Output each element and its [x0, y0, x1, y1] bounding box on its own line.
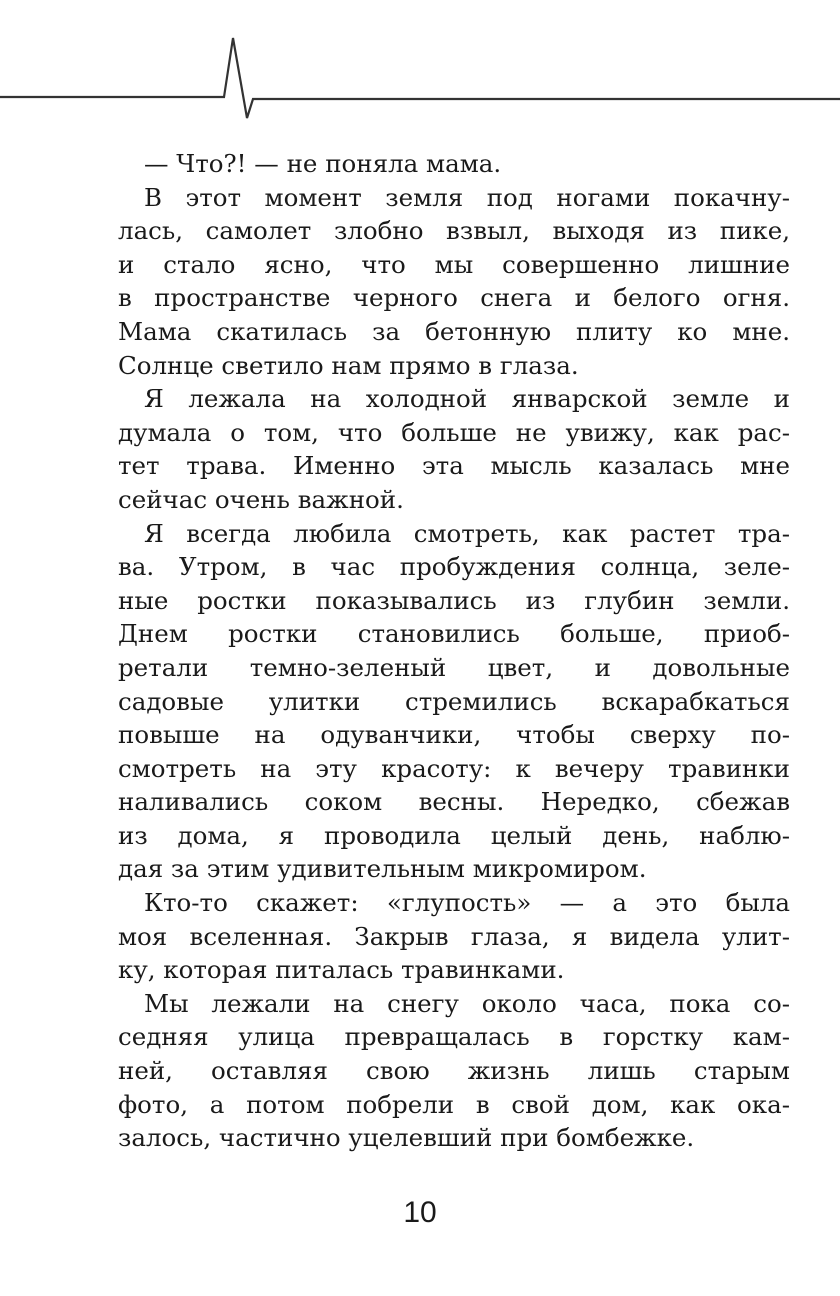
- text-line: в пространстве черного снега и белого огня.: [118, 283, 790, 313]
- text-line: думала о том, что больше не увижу, как рас-: [118, 417, 790, 447]
- text-line: моя вселенная. Закрыв глаза, я видела улит-: [118, 921, 790, 951]
- text-line: Кто-то скажет: «глупость» — а это была: [144, 888, 790, 918]
- text-line: ва. Утром, в час пробуждения солнца, зеле-: [118, 552, 790, 582]
- text-line: Мама скатилась за бетонную плиту ко мне.: [118, 316, 790, 346]
- text-line: фото, а потом побрели в свой дом, как ока-: [118, 1089, 790, 1119]
- text-line: — Что?! — не поняла мама.: [144, 149, 502, 178]
- text-line: ней, оставляя свою жизнь лишь старым: [118, 1056, 790, 1086]
- paragraph: [118, 181, 790, 383]
- paragraph: [118, 517, 790, 887]
- text-line: ку, которая питалась травинками.: [118, 955, 565, 985]
- text-line: лась, самолет злобно взвыл, выходя из пике,: [118, 216, 790, 246]
- body-text: [118, 147, 790, 1155]
- text-line: В этот момент земля под ногами покачну-: [144, 182, 790, 212]
- text-line: ретали темно-зеленый цвет, и довольные: [118, 652, 790, 682]
- text-line: залось, частично уцелевший при бомбежке.: [118, 1123, 695, 1153]
- paragraph: [118, 987, 790, 1155]
- paragraph: [118, 886, 790, 987]
- page-number: 10: [403, 1196, 437, 1229]
- text-line: повыше на одуванчики, чтобы сверху по-: [118, 720, 790, 750]
- text-line: Днем ростки становились больше, приоб-: [118, 619, 790, 649]
- text-line: смотреть на эту красоту: к вечеру травинки: [118, 753, 790, 783]
- text-line: дая за этим удивительным микромиром.: [118, 854, 647, 884]
- text-line: и стало ясно, что мы совершенно лишние: [118, 249, 790, 279]
- text-line: садовые улитки стремились вскарабкаться: [118, 686, 790, 716]
- paragraph: [118, 147, 790, 181]
- text-line: Солнце светило нам прямо в глаза.: [118, 350, 579, 380]
- paragraph: [118, 382, 790, 516]
- text-line: наливались соком весны. Нередко, сбежав: [118, 787, 790, 817]
- text-line: сейчас очень важной.: [118, 484, 404, 514]
- heartbeat-ornament-icon: [0, 0, 840, 140]
- text-line: Я всегда любила смотреть, как растет тра-: [144, 518, 790, 548]
- text-line: ные ростки показывались из глубин земли.: [118, 585, 790, 615]
- text-line: тет трава. Именно эта мысль казалась мне: [118, 451, 790, 481]
- text-line: из дома, я проводила целый день, наблю-: [118, 820, 790, 850]
- text-line: седняя улица превращалась в горстку кам-: [118, 1022, 790, 1052]
- text-line: Мы лежали на снегу около часа, пока со-: [144, 988, 790, 1018]
- text-line: Я лежала на холодной январской земле и: [144, 384, 790, 414]
